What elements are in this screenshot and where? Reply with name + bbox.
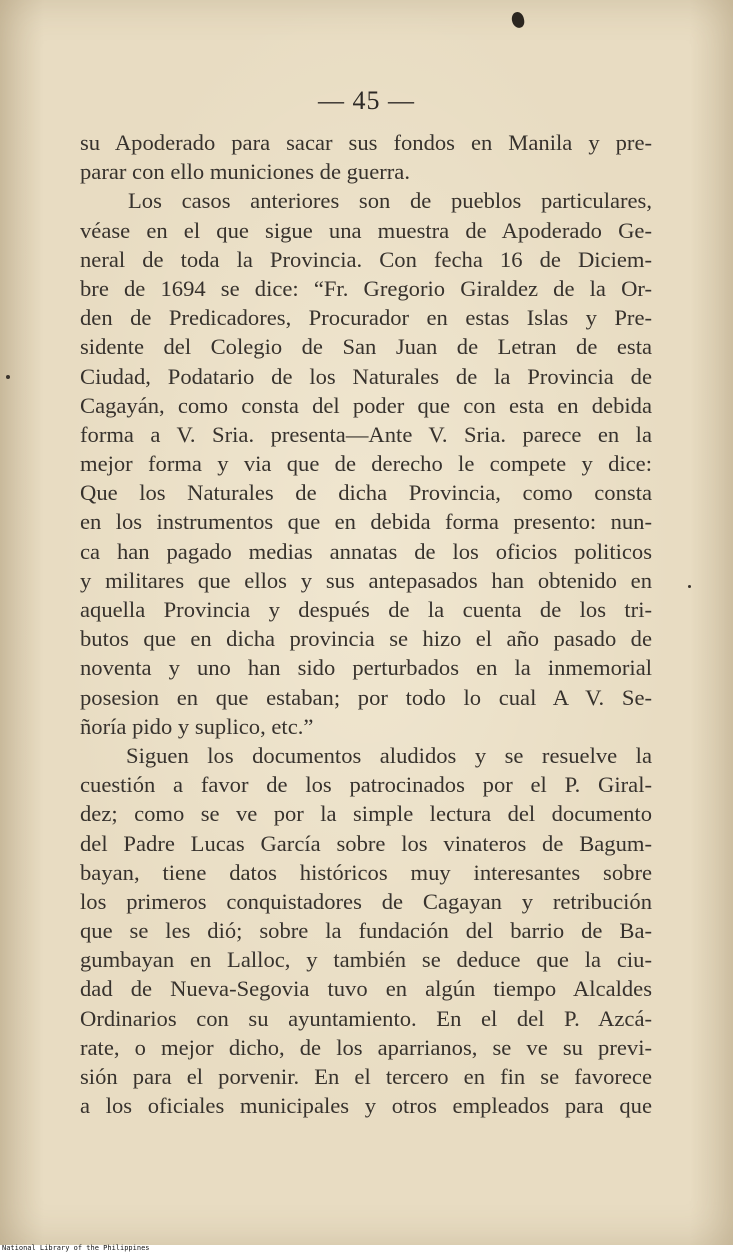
text-line: rate, o mejor dicho, de los aparrianos, se ve su previ- [80,1034,652,1060]
text-line: en los instrumentos que en debida forma presento: nun- [80,509,652,535]
paper-speck [688,585,691,588]
body-text [80,128,652,1120]
text-line: que se les dió; sobre la fundación del barrio de Ba- [80,918,652,944]
text-line: cuestión a favor de los patrocinados por el P. Giral- [80,772,652,798]
source-credit: National Library of the Philippines [2,1244,150,1252]
text-line: a los oficiales municipales y otros empleados para que [80,1093,652,1119]
text-line: noventa y uno han sido perturbados en la inmemorial [80,655,652,681]
text-line: ñoría pido y suplico, etc.” [80,713,314,739]
text-line: aquella Provincia y después de la cuenta de los tri- [80,597,652,622]
paragraph-start-line: Siguen los documentos aludidos y se resuelve la [126,742,652,768]
text-line: Ordinarios con su ayuntamiento. En el del P. Azcá- [80,1005,652,1031]
text-line: dez; como se ve por la simple lectura del documento [80,801,652,827]
text-line: y militares que ellos y sus antepasados han obtenido en [80,567,652,593]
text-line: den de Predicadores, Procurador en estas Islas y Pre- [80,305,652,331]
text-line: su Apoderado para sacar sus fondos en Manila y pre- [80,130,652,155]
text-line: posesion en que estaban; por todo lo cual A V. Se- [80,684,652,710]
text-line: dad de Nueva-Segovia tuvo en algún tiempo Alcaldes [80,976,652,1002]
text-line: gumbayan en Lalloc, y también se deduce que la ciu- [80,947,652,973]
text-line: sidente del Colegio de San Juan de Letran de esta [80,334,652,360]
text-line: bayan, tiene datos históricos muy interesantes sobre [80,859,652,885]
text-line: ca han pagado medias annatas de los oficios politicos [80,538,652,564]
paper-speck [6,375,10,379]
text-line: los primeros conquistadores de Cagayan y retribución [80,888,652,914]
text-line: forma a V. Sria. presenta—Ante V. Sria. parece en la [80,421,652,447]
footer-strip [0,1245,733,1253]
text-line: bre de 1694 se dice: “Fr. Gregorio Giraldez de la Or- [80,275,652,301]
page-number: — 45 — [318,86,415,115]
paragraph-start-line: Los casos anteriores son de pueblos particulares, [128,188,652,214]
text-line: butos que en dicha provincia se hizo el año pasado de [80,626,652,652]
ink-blot-mark [510,11,525,29]
text-line: mejor forma y via que de derecho le compete y dice: [80,451,652,477]
text-line: sión para el porvenir. En el tercero en fin se favorece [80,1064,652,1089]
text-line: véase en el que sigue una muestra de Apoderado Ge- [80,217,652,243]
text-line: Ciudad, Podatario de los Naturales de la Provincia de [80,363,652,389]
text-line: del Padre Lucas García sobre los vinateros de Bagum- [80,830,652,856]
text-line: Cagayán, como consta del poder que con esta en debida [80,392,652,418]
text-line: parar con ello municiones de guerra. [80,159,410,185]
text-line: Que los Naturales de dicha Provincia, como consta [80,480,652,506]
text-line: neral de toda la Provincia. Con fecha 16 de Diciem- [80,246,652,272]
